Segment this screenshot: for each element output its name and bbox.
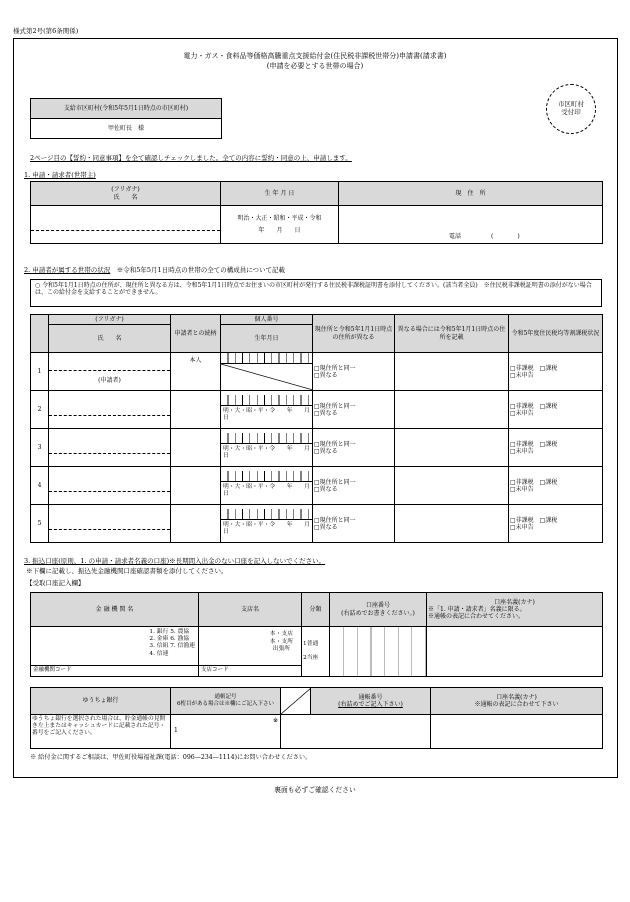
household-row [31,353,603,391]
yucho-holder-header: 口座名義(カナ) ※通帳の表記に合わせて下さい [431,688,603,715]
personal-number-field[interactable] [221,353,313,391]
applicant-name-field[interactable] [31,206,221,244]
contact-note: ※ 給付金に関するご相談は、甲佐町役場福祉課(電話：096—234—1114)にお問い合わせください。 [30,754,312,761]
address-check-field[interactable]: □現住所と同一 □異なる [313,467,395,505]
member-name-field[interactable] [49,391,171,429]
phone-label: 電話 ( ) [449,232,520,240]
yucho-symbol-header: 通帳記号 6桁目がある場合は※欄にご記入下さい [171,688,281,715]
applicant-table [30,181,603,244]
row-number: 2 [31,391,49,429]
personal-number-field[interactable]: 明・大・昭・平・令 年 月 日 [221,505,313,543]
holder-header: 口座名義(カナ) ※「1. 申請・請求者」名義に限る。 ※通帳の表記に合わせてください。 [427,593,603,627]
address-check-field[interactable]: □現住所と同一 □異なる [313,429,395,467]
relation-field[interactable]: 本人 [171,353,221,391]
account-header: 口座番号 (右詰めでお書きください。) [330,593,427,627]
footer-note: 裏面も必ずご確認ください [274,786,356,794]
personal-number-field[interactable]: 明・大・昭・平・令 年 月 日 [221,467,313,505]
bank-header: 金 融 機 関 名 [31,593,199,627]
applicant-address-field[interactable] [339,206,603,244]
address-check-field[interactable]: □現住所と同一 □異なる [313,505,395,543]
member-name-field[interactable] [49,429,171,467]
yucho-number-field[interactable] [281,715,431,749]
yucho-symbol-field[interactable]: 1 ※ [171,715,281,749]
row-number: 4 [31,467,49,505]
household-row [31,467,603,505]
hh-same-addr-header: 現住所と令和5年1月1日時点の住所が異なる [313,315,395,353]
member-name-field[interactable] [49,467,171,505]
type-header: 分類 [302,593,330,627]
stamp-line1: 市区町村 [558,100,584,108]
relation-field[interactable] [171,391,221,429]
prior-address-field[interactable] [395,467,509,505]
prior-address-field[interactable] [395,505,509,543]
section2-title-line: 2. 申請者が属する世帯の状況 ※令和5年5月1日時点の世帯の全ての構成員について記載 [24,266,286,274]
tax-status-field[interactable]: □非課税 □課税 □未申告 [509,505,603,543]
stamp-line2: 受付印 [561,108,581,117]
branch-code-row[interactable]: 支店コード [199,665,301,676]
form-title: 電力・ガス・食料品等価格高騰重点支援給付金(住民税非課税世帯分)申請書(請求書) [183,52,447,60]
relation-field[interactable] [171,467,221,505]
household-row [31,429,603,467]
branch-name-field[interactable]: 本・支店 本・支所 出張所 支店コード [199,627,302,677]
birth-header: 生 年 月 日 [221,182,339,206]
consent-line[interactable] [30,155,352,163]
diagonal-cell [281,688,311,715]
recipient-box [30,98,222,139]
prior-address-field[interactable] [395,353,509,391]
personal-number-field[interactable]: 明・大・昭・平・令 年 月 日 [221,429,313,467]
relation-field[interactable] [171,505,221,543]
prior-address-field[interactable] [395,391,509,429]
household-table [30,314,603,543]
address-header: 現 住 所 [339,182,603,206]
row-number: 5 [31,505,49,543]
yucho-number-header: 通帳番号 (右詰めでご記入下さい) [311,688,431,715]
hh-furigana-header: (フリガナ) [49,315,171,325]
furigana-name-header: (フリガナ) 氏 名 [31,182,221,206]
yucho-header: ゆうちょ銀行 [31,688,171,715]
address-check-field[interactable]: □現住所と同一 □異なる [313,391,395,429]
account-section-label: 【受取口座記入欄】 [26,579,85,587]
hh-relation-header: 申請者との続柄 [171,315,221,353]
hh-tax-header: 令和5年度住民税均等割課税状況 [509,315,603,353]
yucho-table [30,687,603,749]
consent-text: 2ページ目の【誓約・同意事項】を全て確認しチェックしました。全ての内容に誓約・同意の上、申請します。 [30,154,352,162]
hh-diff-addr-header: 異なる場合には令和5年1月1日時点の住所を記載 [395,315,509,353]
yucho-holder-field[interactable] [431,715,603,749]
recipient-name: 甲佐町長 様 [31,119,222,139]
branch-header: 支店名 [199,593,302,627]
address-notice: ○ 令和5年1月1日時点の住所が、現住所と異なる方は、令和5年1月1日時点でお住まいの市区町村が発行する住民税非課税証明書を添付してください。(該当者全員) ※住民税非課税証明書の添付がない場合は、この給付金を支給することができません。 [30,279,602,307]
row-number: 1 [31,353,49,391]
section3-note: ※下欄に記載し、振込先金融機関口座確認書類を添付してください。 [26,567,228,575]
household-row [31,391,603,429]
tax-status-field[interactable]: □非課税 □課税 □未申告 [509,429,603,467]
holder-name-field[interactable] [427,627,603,677]
relation-field[interactable] [171,429,221,467]
personal-number-field[interactable]: 明・大・昭・平・令 年 月 日 [221,391,313,429]
bank-name-field[interactable]: 1. 銀行 5. 農協 2. 金庫 6. 漁協 3. 信組 7. 信漁連 4. 信連 金融機関コード [31,627,199,677]
member-name-field[interactable] [49,505,171,543]
reception-stamp-circle [546,84,596,134]
tax-status-field[interactable]: □非課税 □課税 □未申告 [509,353,603,391]
tax-status-field[interactable]: □非課税 □課税 □未申告 [509,391,603,429]
account-number-field[interactable] [330,627,427,677]
bank-table [30,592,603,677]
applicant-birth-field[interactable]: 明治・大正・昭和・平成・令和 年 月 日 [221,206,339,244]
recipient-label: 支給市区町村(令和5年5月1日時点の市区町村) [31,99,222,119]
yucho-instructions: ゆうちょ銀行を選択された場合は、貯金通帳の見開き左上またはキャッシュカードに記載された記号・番号をご記入ください。 [31,715,171,749]
hh-personal-no-header: 個人番号 [221,315,313,325]
form-subtitle: (申請を必要とする世帯の場合) [266,62,364,70]
section3-title: 3. 振込口座(原則、1. の申請・請求者名義の口座)※長期間入出金のない口座を記入しないでください。 [24,557,326,565]
bank-code-row[interactable]: 金融機関コード [31,665,198,676]
address-check-field[interactable]: □現住所と同一 □異なる [313,353,395,391]
tax-status-field[interactable]: □非課税 □課税 □未申告 [509,467,603,505]
household-row [31,505,603,543]
form-number: 様式第2号(第6条関係) [13,27,79,35]
account-type-field[interactable]: 1普通 2当座 [302,627,330,677]
member-name-field[interactable]: (申請者) [49,353,171,391]
prior-address-field[interactable] [395,429,509,467]
section1-title: 1. 申請・請求者(世帯主) [24,171,96,179]
hh-birth-header: 生年月日 [221,325,313,353]
row-number: 3 [31,429,49,467]
hh-name-header: 氏 名 [49,325,171,353]
